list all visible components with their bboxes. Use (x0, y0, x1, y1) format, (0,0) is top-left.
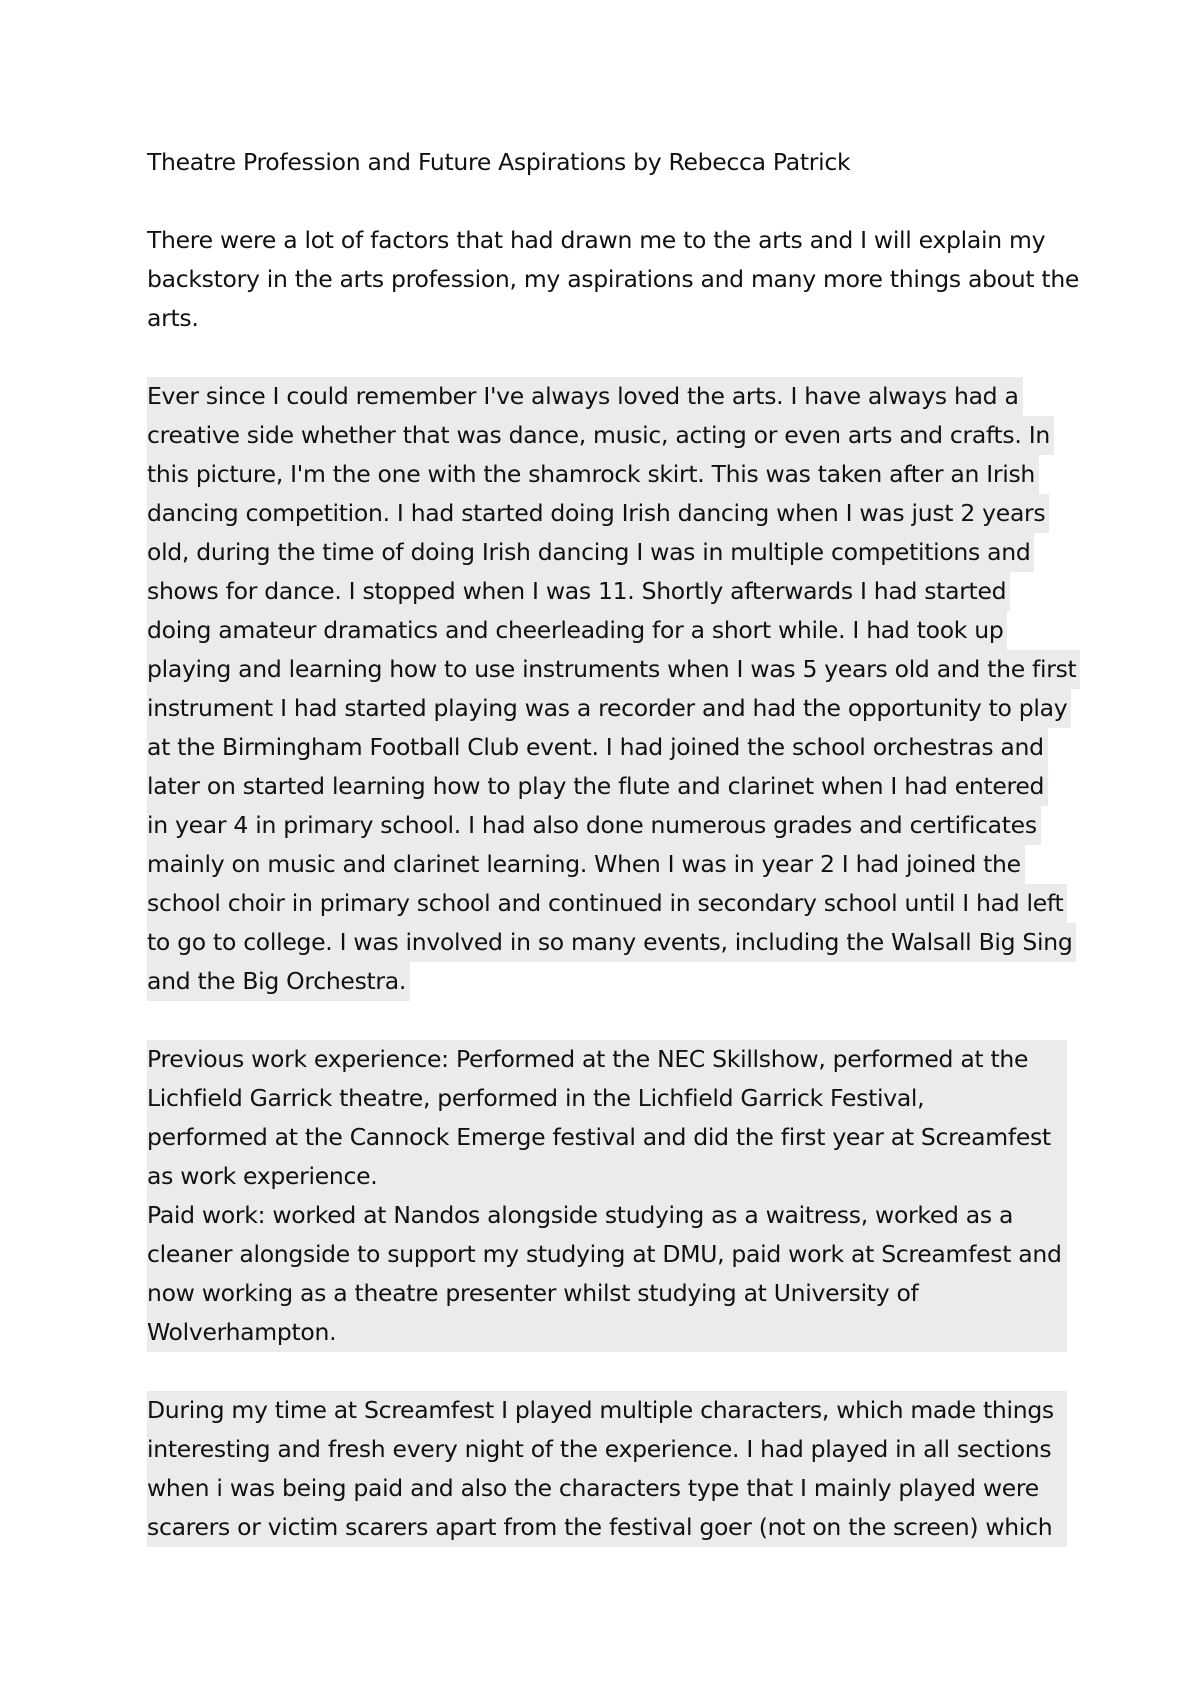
paragraph-line: Lichfield Garrick theatre, performed in the Lichfield Garrick Festival, (147, 1084, 925, 1112)
work-experience-paragraph (147, 1040, 1067, 1352)
paragraph-line: shows for dance. I stopped when I was 11. Shortly afterwards I had started (147, 572, 1067, 611)
paragraph-line: interesting and fresh every night of the experience. I had played in all sections (147, 1435, 1052, 1463)
paragraph-line: playing and learning how to use instruments when I was 5 years old and the first (147, 650, 1067, 689)
paragraph-line: school choir in primary school and continued in secondary school until I had left (147, 884, 1067, 923)
paragraph-line: cleaner alongside to support my studying at DMU, paid work at Screamfest and (147, 1240, 1062, 1268)
paragraph-line: at the Birmingham Football Club event. I had joined the school orchestras and (147, 728, 1067, 767)
screamfest-paragraph (147, 1391, 1067, 1547)
paragraph-spacer (147, 1352, 1067, 1391)
paragraph-line: now working as a theatre presenter whilst studying at University of (147, 1279, 919, 1307)
paragraph-line: when i was being paid and also the characters type that I mainly played were (147, 1474, 1039, 1502)
paragraph-line: Wolverhampton. (147, 1318, 337, 1346)
paragraph-line: Previous work experience: Performed at the NEC Skillshow, performed at the (147, 1045, 1029, 1073)
intro-line: There were a lot of factors that had drawn me to the arts and I will explain my (147, 226, 1046, 254)
paragraph-line: doing amateur dramatics and cheerleading for a short while. I had took up (147, 611, 1067, 650)
paragraph-line: During my time at Screamfest I played multiple characters, which made things (147, 1396, 1054, 1424)
background-paragraph (147, 377, 1077, 1001)
intro-line: backstory in the arts profession, my aspirations and many more things about the (147, 265, 1080, 293)
paragraph-line: scarers or victim scarers apart from the festival goer (not on the screen) which (147, 1513, 1053, 1541)
document-title: Theatre Profession and Future Aspirations by Rebecca Patrick (147, 148, 851, 176)
paragraph-line: dancing competition. I had started doing Irish dancing when I was just 2 years (147, 494, 1067, 533)
document-body (147, 143, 1080, 1547)
paragraph-line: old, during the time of doing Irish dancing I was in multiple competitions and (147, 533, 1067, 572)
paragraph-line: this picture, I'm the one with the shamrock skirt. This was taken after an Irish (147, 455, 1067, 494)
paragraph-line: Paid work: worked at Nandos alongside studying as a waitress, worked as a (147, 1201, 1014, 1229)
paragraph-spacer (147, 1001, 1067, 1040)
intro-line: arts. (147, 304, 199, 332)
paragraph-line: as work experience. (147, 1162, 378, 1190)
paragraph-line: Ever since I could remember I've always loved the arts. I have always had a (147, 377, 1067, 416)
paragraph-line: and the Big Orchestra. (147, 962, 1067, 1001)
paragraph-line: instrument I had started playing was a recorder and had the opportunity to play (147, 689, 1067, 728)
paragraph-line: creative side whether that was dance, music, acting or even arts and crafts. In (147, 416, 1067, 455)
paragraph-line: later on started learning how to play the flute and clarinet when I had entered (147, 767, 1067, 806)
paragraph-line: in year 4 in primary school. I had also done numerous grades and certificates (147, 806, 1067, 845)
paragraph-line: to go to college. I was involved in so many events, including the Walsall Big Sing (147, 923, 1067, 962)
paragraph-spacer (147, 338, 1067, 377)
paragraph-line: mainly on music and clarinet learning. When I was in year 2 I had joined the (147, 845, 1067, 884)
paragraph-line: performed at the Cannock Emerge festival and did the first year at Screamfest (147, 1123, 1051, 1151)
paragraph-spacer (147, 182, 1067, 221)
intro-paragraph (147, 221, 1080, 338)
